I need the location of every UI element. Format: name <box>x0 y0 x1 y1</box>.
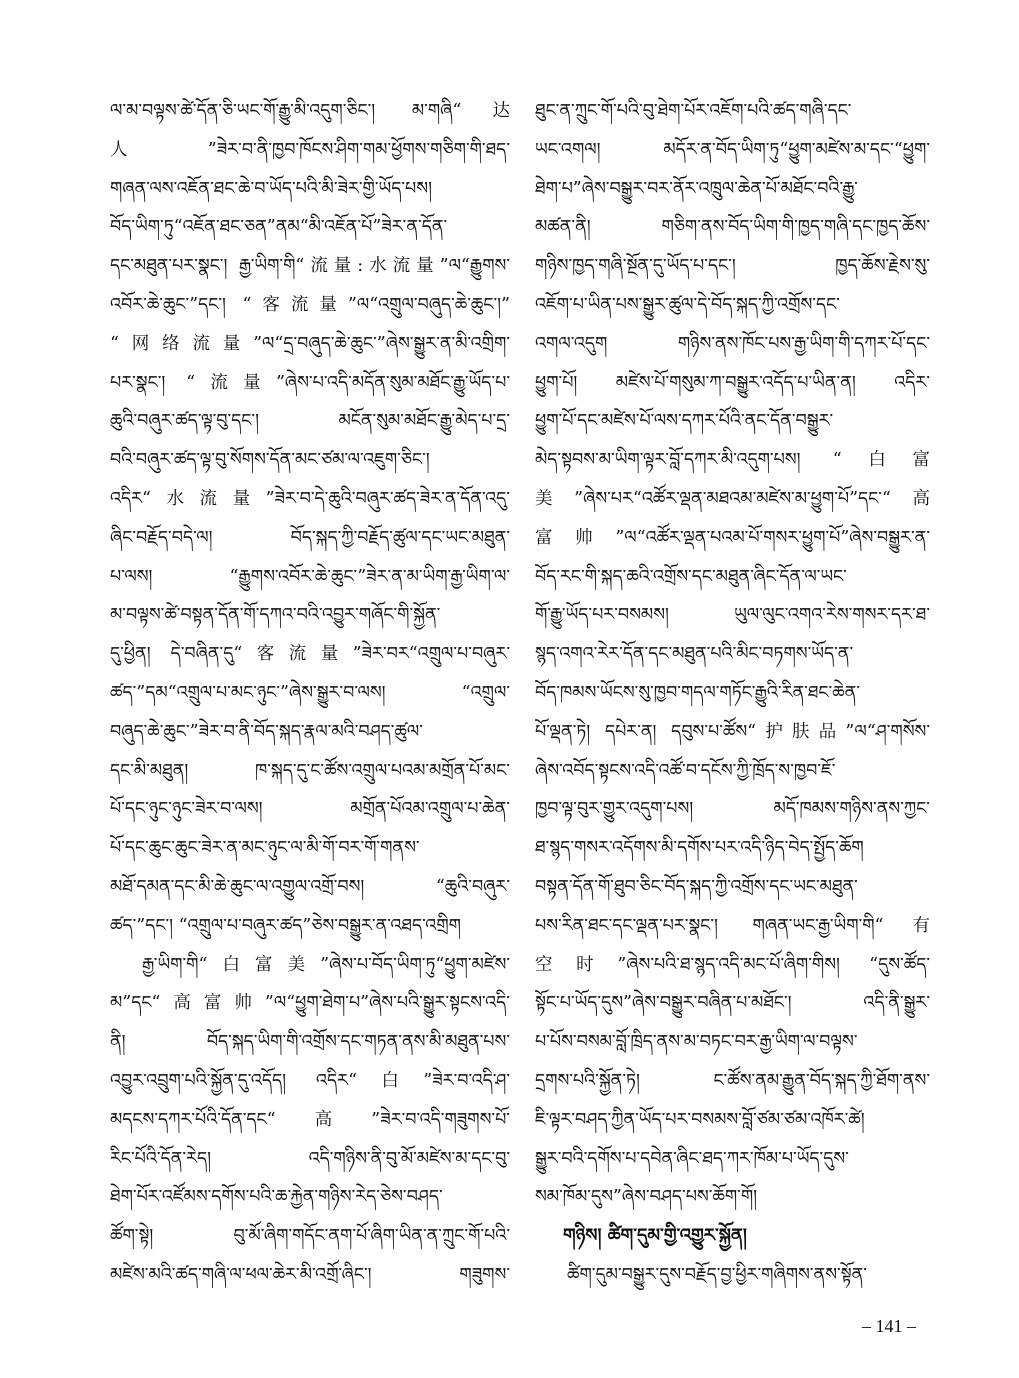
text-line: པོ་དང་ཆུང་ཆུང་ཟེར་ན་མང་ཉུང་ལ་མི་གོ་བར་གོ་གནས་ <box>110 838 420 859</box>
text-line: དང་མི་མཐུན། ཁ་སྐད་དུ་ང་ཚོས་འགྲུལ་པའམ་མགྲོན་པོ་མང་ <box>110 760 510 781</box>
text-line: 美”ཞེས་པར“འཚོར་ལྡན་མཐའམ་མཛེས་མ་ཕྱུག་པོ”དང་“高 <box>535 488 930 509</box>
text-line: ཞེས་འབོད་སྟངས་འདི་འཚོ་བ་དངོས་ཀྱི་ཁྲོད་ས་ཁྱབ་ཇོ་ <box>535 760 836 781</box>
text-line: བོད་རང་གི་སྐད་ཆའི་འགྲོས་དང་མཐུན་ཞིང་དོན་ལ་ཡང་ <box>535 566 847 587</box>
text-line: ཆུའི་བཞུར་ཚད་ལྟ་བུ་དང་། མངོན་སུམ་མཐོང་རྒྱུ་མེད་པ་དྲ་ <box>110 411 510 432</box>
text-line: བསྟན་དོན་གོ་ཐུབ་ཅིང་བོད་སྐད་ཀྱི་འགྲོས་དང་ཡང་མཐུན་ <box>535 876 858 897</box>
text-line: མེད་སྟབས་མ་ཡིག་ལྟར་བློ་དཀར་མི་འདུག་པས། “白富 <box>535 450 930 471</box>
text-line: སྙད་འགའ་རེར་དོན་དང་མཐུན་པའི་མིང་བཏགས་ཡོད་ན་ <box>535 644 854 665</box>
text-line: མཚན་ནི། གཅིག་ནས་བོད་ཡིག་གི་ཁྱད་གཞི་དང་ཁྱད་ཆོས་ <box>535 217 930 238</box>
text-line: 空时”ཞེས་པའི་ཐ་སྙད་འདི་མང་པོ་ཞིག་གིས། “དུས་ཚོད་ <box>535 954 930 975</box>
text-line: དྲགས་པའི་སྐྱོན་ཏེ། ང་ཚོས་ནམ་རྒྱུན་བོད་སྐད་ཀྱི་ཐོག་ནས་ <box>535 1070 930 1091</box>
text-line: ཐེག་པ”ཞེས་བསྒྱུར་བར་ནོར་འཁྲུལ་ཆེན་པོ་མཐོང་བའི་རྒྱུ་ <box>535 178 858 199</box>
text-line: ཚད་”དང་། “འགྲུལ་པ་བཞུར་ཚད”ཅེས་བསྒྱུར་ན་འཐད་འགྲིག <box>110 915 461 936</box>
text-line: 人”ཟེར་བ་ནི་ཁྱབ་ཁོངས་ཤིག་གམ་ཕྱོགས་གཅིག་གི་ཐད་ <box>110 139 510 160</box>
text-line: བོད་ཡིག་ཏུ“འཇོན་ཐང་ཅན”ནམ“མི་འཇོན་པོ”ཟེར་ན་དོན་ <box>110 217 448 238</box>
text-line: མཛེས་མའི་ཚད་གཞི་ལ་ཕལ་ཆེར་མི་འགྲོ་ཞིང་། གཟུགས་ <box>110 1264 510 1285</box>
text-line: ནི། བོད་སྐད་ཡིག་གི་འགྲོས་དང་གཏན་ནས་མི་མཐུན་པས་ <box>110 1032 510 1053</box>
page-number: – 141 – <box>862 1316 916 1336</box>
text-line: འགལ་འདུག གཉིས་ནས་ཁོང་པས་རྒྱ་ཡིག་གི་དཀར་པོ་དང་ <box>535 333 930 354</box>
text-line: པོ་ལྡན་ཏེ། དཔེར་ན། དབུས་པ་ཚོས“护肤品”ལ“ཤ་གསོས་ <box>535 721 930 742</box>
text-line: སམ་ཁོམ་དུས”ཞེས་བཤད་པས་ཆོག་གོ། <box>535 1187 758 1208</box>
text-line: མཐོ་དམན་དང་མི་ཆེ་ཆུང་ལ་འགྱུལ་འགྲོ་བས། “ཆུའི་བཞུར་ <box>110 876 510 897</box>
text-line: ཇི་ལྟར་བཤད་ཀྱིན་ཡོད་པར་བསམས་བློ་ཙམ་ཙམ་འཁོར་ཚེ། <box>535 1109 865 1130</box>
text-line: ཚོག་སྟེ། བུ་མོ་ཞིག་གདོང་ནག་པོ་ཞིག་ཡིན་ན་ཀྲུང་གོ་པའི་ <box>110 1226 510 1247</box>
right-column <box>535 92 930 1295</box>
text-line: མ་བལྟས་ཚེ་བསྟན་དོན་གོ་དཀའ་བའི་འབྱུར་གཞོང་གི་སྐྱོན་ <box>110 605 441 626</box>
text-line: རིང་པོའི་དོན་རེད། འདི་གཉིས་ནི་བུ་མོ་མཛེས་མ་དང་བུ་ <box>110 1148 510 1169</box>
text-line: རྒྱ་ཡིག་གི“白富美”ཞེས་པ་བོད་ཡིག་ཏུ“ཕྱུག་མཛེས་ <box>142 954 510 975</box>
text-line: འཇོག་པ་ཡིན་པས་སྒྱུར་ཚུལ་དེ་བོད་སྐད་ཀྱི་འགྲོས་དང་ <box>535 294 840 315</box>
text-line: གཞན་ལས་འཇོན་ཐང་ཆེ་བ་ཡོད་པའི་མི་ཟེར་གྱི་ཡོད་པས། <box>110 178 432 199</box>
text-line: ཚིག་དུམ་བསྒྱུར་དུས་བརྗོད་བྱ་ཕྱིར་གཞིགས་ནས་སྟོན་ <box>567 1264 867 1285</box>
left-column <box>110 92 510 1295</box>
text-line: ཞིང་བརྗོད་བདེ་ལ། བོད་སྐད་ཀྱི་བརྗོད་ཚུལ་དང་ཡང་མཐུན་ <box>110 527 510 548</box>
text-line: ཐུང་ན་ཀྲུང་གོ་པའི་བུ་ཐེག་པོར་འཇོག་པའི་ཚད་གཞི་དང་ <box>535 101 852 121</box>
text-line: ཁྱབ་ལྟ་བུར་གྱུར་འདུག་པས། མདོ་ཁམས་གཉིས་ནས་ཀྱང་ <box>535 799 930 820</box>
text-line: པ་པོས་བསམ་བློ་ཁྲིད་ནས་མ་བཏང་བར་རྒྱ་ཡིག་ལ་བལྟས་ <box>535 1032 858 1053</box>
text-line: ཚད་”དམ“འགྲུལ་པ་མང་ཉུང་”ཞེས་སྒྱུར་བ་ལས། “འགྲུལ་ <box>110 682 510 703</box>
text-line: ཐེག་པོར་འཛོམས་དགོས་པའི་ཆ་རྐྱེན་གཉིས་རེད་ཅེས་བཤད་ <box>110 1187 443 1208</box>
text-line: གཉིས། ཚིག་དུམ་གྱི་འགྱུར་སྐྱོན། <box>563 1225 747 1247</box>
text-line: ཕྱུག་པོ་དང་མཛེས་པོ་ལས་དཀར་པོའི་ནང་དོན་བསྒྱུར་ <box>535 411 834 432</box>
text-line: གོ་རྒྱུ་ཡོད་པར་བསམས། ཡུལ་ལུང་འགའ་རེས་གསར་དར་ཐ་ <box>535 605 930 626</box>
text-line: བའི་བཞུར་ཚད་ལྟ་བུ་སོགས་དོན་མང་ཙམ་ལ་འཇུག་ཅིང་། <box>110 450 430 471</box>
text-line: ཐ་སྙད་གསར་འདོགས་མི་དགོས་པར་འདི་ཉིད་བེད་སྤྱོད་ཆོག <box>535 838 864 859</box>
text-line: “网络流量”ལ“དྲ་བཞུད་ཆེ་ཆུང་”ཞེས་སྒྱུར་ན་མི་འགྲིག་ <box>110 333 510 354</box>
text-line: སྟོང་པ་ཡོད་དུས”ཞེས་བསྒྱུར་བཞིན་པ་མཐོང་། འདི་ནི་སྒྱུར་ <box>535 993 930 1014</box>
text-line: དུ་ཕྱིན། དེ་བཞིན་དུ“客流量”ཟེར་བར“འགྲུལ་པ་བཞུར་ <box>110 644 510 665</box>
text-line: མདངས་དཀར་པོའི་དོན་དང“高”ཟེར་བ་འདི་གཟུགས་པོ་ <box>110 1109 510 1130</box>
text-line: ཕྱུག་པོ། མཛེས་པོ་གསུམ་ཀ་བསྒྱུར་འདོད་པ་ཡིན་ན། འདིར་ <box>535 372 930 393</box>
text-line: འབོར་ཆེ་ཆུང་”དང་། “客流量”ལ“འགྲུལ་བཞུད་ཆེ་ཆུང་།” <box>110 294 510 315</box>
text-line: 富帅”ལ“འཚོར་ལྡན་པའམ་པོ་གསར་ཕྱུག་པོ”ཞེས་བསྒྱུར་ན་ <box>535 527 930 548</box>
text-line: བོད་ཁམས་ཡོངས་སུ་ཁྱབ་གདལ་གཏོང་རྒྱུའི་རིན་ཐང་ཆེན་ <box>535 682 861 703</box>
text-line: དང་མཐུན་པར་སྣང་། རྒྱ་ཡིག་གི“流量:水流量”ལ“རྒྱུགས་ <box>110 256 510 277</box>
text-line: འབྱུར་འབྲུག་པའི་སྐྱོན་དུ་འདོད། འདིར“白”ཟེར་བ་འདི་ཤ་ <box>110 1070 510 1091</box>
text-line: པས་རིན་ཐང་དང་ལྡན་པར་སྣང་། གཞན་ཡང་རྒྱ་ཡིག་གི“有 <box>535 915 930 936</box>
text-line: བཞུད་ཆེ་ཆུང་”ཟེར་བ་ནི་བོད་སྐད་རྣལ་མའི་བཤད་ཚུལ་ <box>110 721 423 742</box>
text-line: འདིར“水流量”ཟེར་བ་དེ་ཆུའི་བཞུར་ཚད་ཟེར་ན་དོན་འདུ་ <box>110 488 510 509</box>
text-line: པོ་དང་ཉུང་ཉུང་ཟེར་བ་ལས། མགྲོན་པོའམ་འགྲུལ་པ་ཆེན་ <box>110 799 510 820</box>
text-line: ཡང་འགལ། མདོར་ན་བོད་ཡིག་ཏུ“ཕྱུག་མཛེས་མ་དང་“ཕྱུག་ <box>535 139 930 160</box>
text-line: སྒྱུར་བའི་དགོས་པ་དབེན་ཞིང་ཐད་ཀར་ཁོམ་པ་ཡོད་དུས་ <box>535 1148 849 1169</box>
text-line: པར་སྣང་། “流量”ཞེས་པ་འདི་མདོན་སུམ་མཐོང་རྒྱུ་ཡོད་པ་ <box>110 372 510 393</box>
text-line: གཉིས་ཁྱད་གཞི་སྔོན་དུ་ཡོད་པ་དང་། ཁྱད་ཆོས་རྗེས་སུ་ <box>535 256 930 277</box>
text-line: མ”དང“高富帅”ལ“ཕྱུག་ཐེག་པ”ཞེས་པའི་སྒྱུར་སྟངས་འདི་ <box>110 993 510 1014</box>
text-line: ལ་མ་བལྟས་ཚེ་དོན་ཅི་ཡང་གོ་རྒྱུ་མི་འདུག་ཅིང་། མ་གཞི“达 <box>110 101 510 121</box>
text-line: པ་ལས། “རྒྱུགས་འབོར་ཆེ་ཆུང་”ཟེར་ན་མ་ཡིག་རྒྱ་ཡིག་ལ་ <box>110 566 510 587</box>
